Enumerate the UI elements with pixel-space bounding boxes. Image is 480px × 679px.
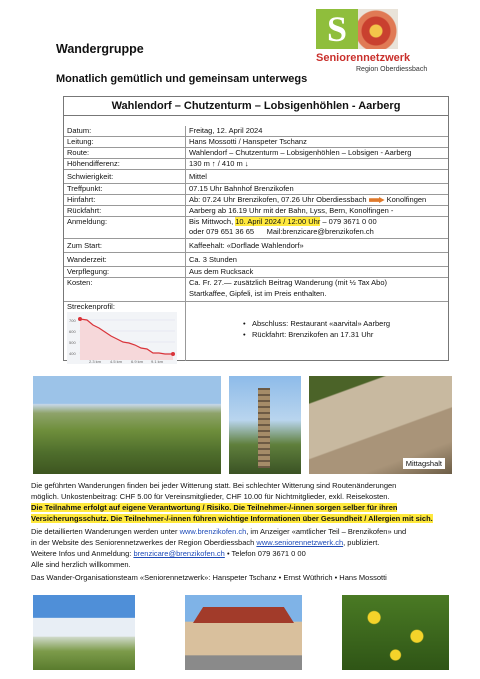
disclaimer-line: Versicherungsschutz. Die Teilnehmer-/-innen führen wichtige Informationen über Gesundheit / Allergien mit sich. <box>31 514 433 523</box>
disclaimer-line: Die Teilnahme erfolgt auf eigene Verantwortung / Risiko. Die Teilnehmer-/-innen sorgen selber für ihren <box>31 503 398 512</box>
flowers-photo <box>342 595 449 670</box>
departure-text: Ab: 07.24 Uhr Brenzikofen, 07.26 Uhr Oberdiessbach <box>189 195 367 204</box>
table-row <box>64 206 448 217</box>
text-segment: • Telefon 079 3671 0 00 <box>224 549 306 558</box>
elevation-profile <box>67 302 177 362</box>
row-value: Aarberg ab 16.19 Uhr mit der Bahn, Lyss, Bern, Konolfingen - <box>189 206 394 215</box>
row-label: Verpflegung: <box>67 267 110 276</box>
row-value-line2: Startkaffee, Gipfeli, ist im Preis enthalten. <box>189 289 327 298</box>
row-value: Hans Mossotti / Hanspeter Tschanz <box>189 137 307 146</box>
text-segment: Weitere Infos und Anmeldung: <box>31 549 134 558</box>
row-value: Ca. Fr. 27.— zusätzlich Beitrag Wanderung (mit ½ Tax Abo) <box>189 278 388 287</box>
y-tick-label: 600 <box>69 329 76 334</box>
signup-deadline: 10. April 2024 / 12:00 Uhr <box>235 217 321 226</box>
row-value <box>189 217 377 227</box>
table-row <box>64 184 448 195</box>
chutzenturm-tower <box>258 388 270 468</box>
table-row <box>64 195 448 206</box>
page-title: Wandergruppe <box>56 42 144 56</box>
disclaimer-text <box>31 502 397 513</box>
info-text <box>31 537 379 548</box>
start-marker <box>78 317 82 321</box>
row-label: Hinfahrt: <box>67 195 96 204</box>
y-tick-label: 500 <box>69 340 76 345</box>
table-row <box>64 137 448 148</box>
text-segment: , publiziert. <box>343 538 380 547</box>
row-value: Mittel <box>189 172 207 181</box>
table-row <box>64 217 448 239</box>
signup-phone: – 079 3671 0 00 <box>320 217 377 226</box>
row-value: Kaffeehalt: «Dorflade Wahlendorf» <box>189 241 304 250</box>
signup-mail: Mail:brenzicare@brenzikofen.ch <box>266 227 374 236</box>
x-tick-label: 9.1 km <box>151 359 164 364</box>
email-link[interactable]: brenzicare@brenzikofen.ch <box>133 549 225 558</box>
x-tick-label: 2.3 km <box>89 359 102 364</box>
profile-label: Streckenprofil: <box>67 302 115 311</box>
station-photo <box>185 595 302 670</box>
row-label: Treffpunkt: <box>67 184 103 193</box>
arrow-right-icon <box>369 197 385 203</box>
tour-title: Wahlendorf – Chutzenturm – Lobsigenhöhlen - Aarberg <box>64 97 448 116</box>
table-row <box>64 159 448 170</box>
text-segment: in der Website des Seniorennetzwerkes der Region Oberdiessbach <box>31 538 257 547</box>
row-value: 07.15 Uhr Bahnhof Brenzikofen <box>189 184 294 193</box>
seniorennetzwerk-logo <box>316 9 436 77</box>
row-value <box>189 195 426 205</box>
station-roof <box>193 607 294 623</box>
signup-deadline-prefix: Bis Mittwoch, <box>189 217 236 226</box>
tower-photo <box>229 376 301 474</box>
text-segment: Die detaillierten Wanderungen werden unter <box>31 527 180 536</box>
row-value: Ca. 3 Stunden <box>189 255 237 264</box>
text-segment: , im Anzeiger «amtlicher Teil – Brenzikofen» und <box>246 527 407 536</box>
row-value: Freitag, 12. April 2024 <box>189 126 263 135</box>
y-tick-label: 400 <box>69 351 76 356</box>
photo-caption: Mittagshalt <box>403 458 445 469</box>
row-value: Aus dem Rucksack <box>189 267 254 276</box>
table-row <box>64 267 448 278</box>
signup-phone-alt: oder 079 651 36 65 <box>189 227 255 236</box>
page-subtitle: Monatlich gemütlich und gemeinsam unterwegs <box>56 73 308 85</box>
row-label: Anmeldung: <box>67 217 108 226</box>
table-row <box>64 253 448 267</box>
welcome-text: Alle sind herzlich willkommen. <box>31 560 131 569</box>
row-value: Wahlendorf – Chutzenturm – Lobsigenhöhlen – Lobsigen - Aarberg <box>189 148 412 157</box>
blossom-tree-photo <box>33 595 135 670</box>
info-text <box>31 526 406 537</box>
logo-name: Seniorennetzwerk <box>316 52 411 64</box>
end-marker <box>171 352 175 356</box>
row-label: Höhendifferenz: <box>67 159 120 168</box>
seniorennetzwerk-link[interactable]: www.seniorennetzwerk.ch <box>256 538 344 547</box>
row-label: Kosten: <box>67 278 93 287</box>
destination-text: Konolfingen <box>386 195 427 204</box>
x-tick-label: 4.5 km <box>110 359 123 364</box>
row-label: Rückfahrt: <box>67 206 102 215</box>
row-label: Datum: <box>67 126 92 135</box>
row-label: Schwierigkeit: <box>67 172 114 181</box>
bullet-item: • Rückfahrt: Brenzikofen an 17.31 Uhr <box>252 330 373 339</box>
table-row <box>64 278 448 302</box>
info-text: Die geführten Wanderungen finden bei jeder Witterung statt. Bei schlechter Witterung sind Routenänderungen <box>31 481 397 490</box>
row-label: Zum Start: <box>67 241 103 250</box>
info-text: möglich. Unkostenbeitrag: CHF 5.00 für Vereinsmitglieder, CHF 10.00 für Nichtmitglieder, exkl. Reisekosten. <box>31 492 390 501</box>
brenzikofen-link[interactable]: www.brenzikofen.ch <box>179 527 247 536</box>
logo-region: Region Oberdiessbach <box>356 66 428 73</box>
row-value-line2 <box>189 227 374 237</box>
x-tick-label: 6.9 km <box>131 359 144 364</box>
disclaimer-text <box>31 513 433 524</box>
logo-letter: S <box>316 9 358 49</box>
info-text <box>31 548 306 559</box>
elevation-chart <box>67 312 177 364</box>
table-row <box>64 170 448 184</box>
row-label: Leitung: <box>67 137 94 146</box>
row-label: Route: <box>67 148 90 157</box>
caves-photo <box>309 376 452 474</box>
landscape-photo <box>33 376 221 474</box>
bullet-item: • Abschluss: Restaurant «aarvital» Aarberg <box>252 319 390 328</box>
team-text: Das Wander-Organisationsteam «Seniorennetzwerk»: Hanspeter Tschanz • Ernst Wüthrich • Hans Mossotti <box>31 573 387 582</box>
flower-icon <box>358 9 398 49</box>
row-value: 130 m ↑ / 410 m ↓ <box>189 159 249 168</box>
table-row <box>64 126 448 137</box>
table-row <box>64 239 448 253</box>
y-tick-label: 700 <box>69 318 76 323</box>
table-row <box>64 148 448 159</box>
row-label: Wanderzeit: <box>67 255 107 264</box>
